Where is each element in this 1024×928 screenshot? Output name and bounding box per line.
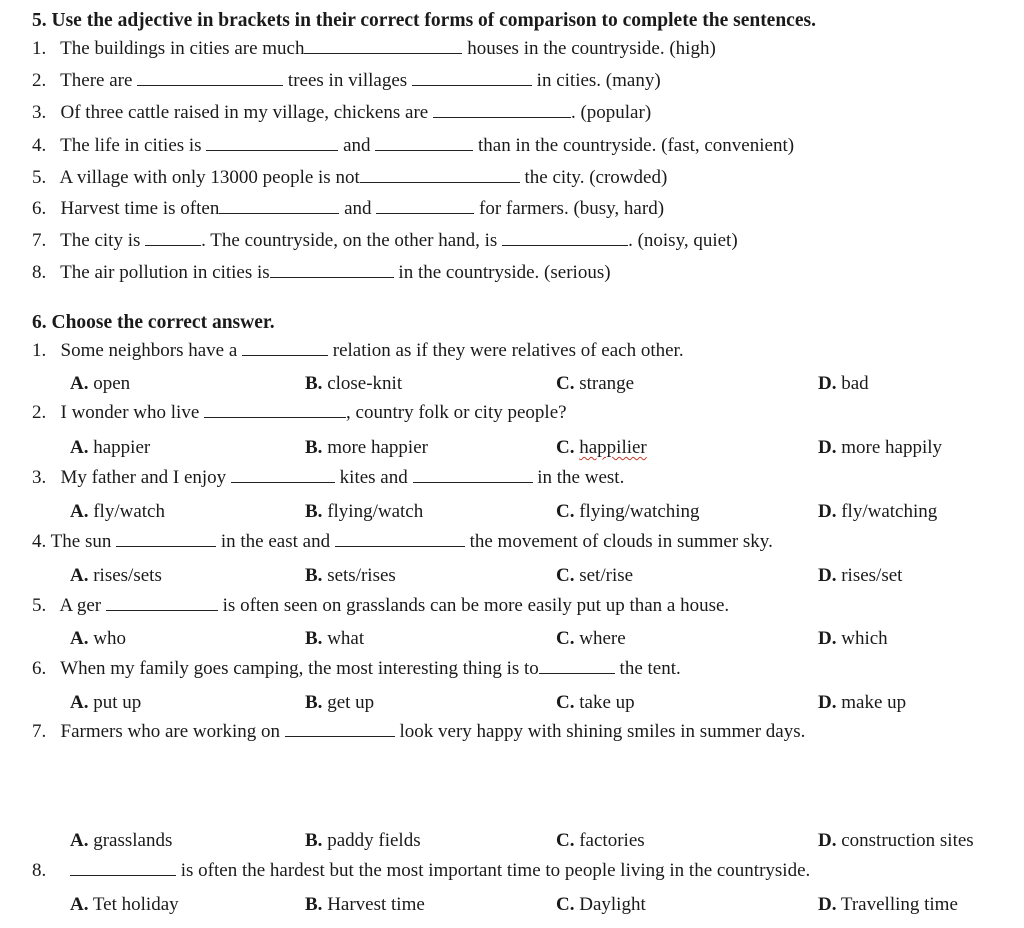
option-d[interactable]: D. which	[818, 628, 888, 649]
answer-blank[interactable]	[335, 532, 465, 547]
ex6-question-8: 8. is often the hardest but the most important time to people living in the countryside.	[32, 860, 811, 881]
ex6-question-2: 2. I wonder who live , country folk or city people?	[32, 402, 567, 423]
answer-blank[interactable]	[539, 659, 615, 674]
answer-blank[interactable]	[106, 596, 218, 611]
ex5-item-1: 1. The buildings in cities are much houses in the countryside. (high)	[32, 38, 716, 59]
option-b[interactable]: B. what	[305, 628, 365, 649]
ex5-item-7: 7. The city is . The countryside, on the other hand, is . (noisy, quiet)	[32, 230, 738, 251]
option-a[interactable]: A. grasslands	[70, 830, 173, 851]
spellcheck-underlined-word: happilier	[579, 437, 647, 458]
answer-blank[interactable]	[285, 722, 395, 737]
answer-blank[interactable]	[70, 861, 176, 876]
option-d[interactable]: D. construction sites	[818, 830, 974, 851]
option-c[interactable]: C. Daylight	[556, 894, 646, 915]
ex6-question-5: 5. A ger is often seen on grasslands can be more easily put up than a house.	[32, 595, 730, 616]
answer-blank[interactable]	[242, 341, 328, 356]
option-b[interactable]: B. Harvest time	[305, 894, 425, 915]
ex6-question-7: 7. Farmers who are working on look very happy with shining smiles in summer days.	[32, 721, 806, 742]
ex6-question-3: 3. My father and I enjoy kites and in the west.	[32, 467, 625, 488]
ex5-item-5: 5. A village with only 13000 people is not the city. (crowded)	[32, 167, 668, 188]
ex5-item-2: 2. There are trees in villages in cities. (many)	[32, 70, 661, 91]
option-c[interactable]: C. happilier	[556, 437, 647, 458]
answer-blank[interactable]	[145, 231, 201, 246]
option-a[interactable]: A. fly/watch	[70, 501, 165, 522]
ex6-question-4: 4. The sun in the east and the movement of clouds in summer sky.	[32, 531, 773, 552]
answer-blank[interactable]	[116, 532, 216, 547]
option-d[interactable]: D. bad	[818, 373, 869, 394]
option-c[interactable]: C. set/rise	[556, 565, 634, 586]
exercise-5-heading: 5. Use the adjective in brackets in their correct forms of comparison to complete the sentences.	[32, 10, 816, 31]
answer-blank[interactable]	[412, 71, 532, 86]
ex5-item-4: 4. The life in cities is and than in the countryside. (fast, convenient)	[32, 135, 795, 156]
answer-blank[interactable]	[137, 71, 283, 86]
option-b[interactable]: B. sets/rises	[305, 565, 396, 586]
option-a[interactable]: A. Tet holiday	[70, 894, 179, 915]
answer-blank[interactable]	[413, 468, 533, 483]
answer-blank[interactable]	[204, 403, 346, 418]
option-a[interactable]: A. rises/sets	[70, 565, 162, 586]
ex6-question-1: 1. Some neighbors have a relation as if they were relatives of each other.	[32, 340, 684, 361]
option-c[interactable]: C. take up	[556, 692, 635, 713]
option-d[interactable]: D. rises/set	[818, 565, 903, 586]
exercise-6-heading: 6. Choose the correct answer.	[32, 312, 275, 333]
ex5-item-8: 8. The air pollution in cities is in the countryside. (serious)	[32, 262, 611, 283]
option-d[interactable]: D. make up	[818, 692, 907, 713]
answer-blank[interactable]	[360, 168, 520, 183]
option-c[interactable]: C. where	[556, 628, 626, 649]
option-b[interactable]: B. paddy fields	[305, 830, 421, 851]
answer-blank[interactable]	[219, 199, 339, 214]
answer-blank[interactable]	[375, 136, 473, 151]
option-b[interactable]: B. close-knit	[305, 373, 403, 394]
option-d[interactable]: D. Travelling time	[818, 894, 958, 915]
answer-blank[interactable]	[433, 103, 571, 118]
option-a[interactable]: A. who	[70, 628, 126, 649]
ex5-item-6: 6. Harvest time is often and for farmers. (busy, hard)	[32, 198, 665, 219]
item-number: 1.	[32, 38, 47, 59]
option-d[interactable]: D. fly/watching	[818, 501, 938, 522]
ex5-item-3: 3. Of three cattle raised in my village, chickens are . (popular)	[32, 102, 652, 123]
option-c[interactable]: C. flying/watching	[556, 501, 700, 522]
option-a[interactable]: A. put up	[70, 692, 142, 713]
option-a[interactable]: A. happier	[70, 437, 151, 458]
option-b[interactable]: B. more happier	[305, 437, 428, 458]
answer-blank[interactable]	[206, 136, 338, 151]
option-b[interactable]: B. flying/watch	[305, 501, 424, 522]
ex6-question-6: 6. When my family goes camping, the most interesting thing is to the tent.	[32, 658, 681, 679]
answer-blank[interactable]	[270, 263, 394, 278]
option-c[interactable]: C. strange	[556, 373, 635, 394]
option-c[interactable]: C. factories	[556, 830, 645, 851]
answer-blank[interactable]	[304, 39, 462, 54]
answer-blank[interactable]	[502, 231, 628, 246]
option-a[interactable]: A. open	[70, 373, 131, 394]
option-d[interactable]: D. more happily	[818, 437, 943, 458]
answer-blank[interactable]	[376, 199, 474, 214]
answer-blank[interactable]	[231, 468, 335, 483]
option-b[interactable]: B. get up	[305, 692, 375, 713]
